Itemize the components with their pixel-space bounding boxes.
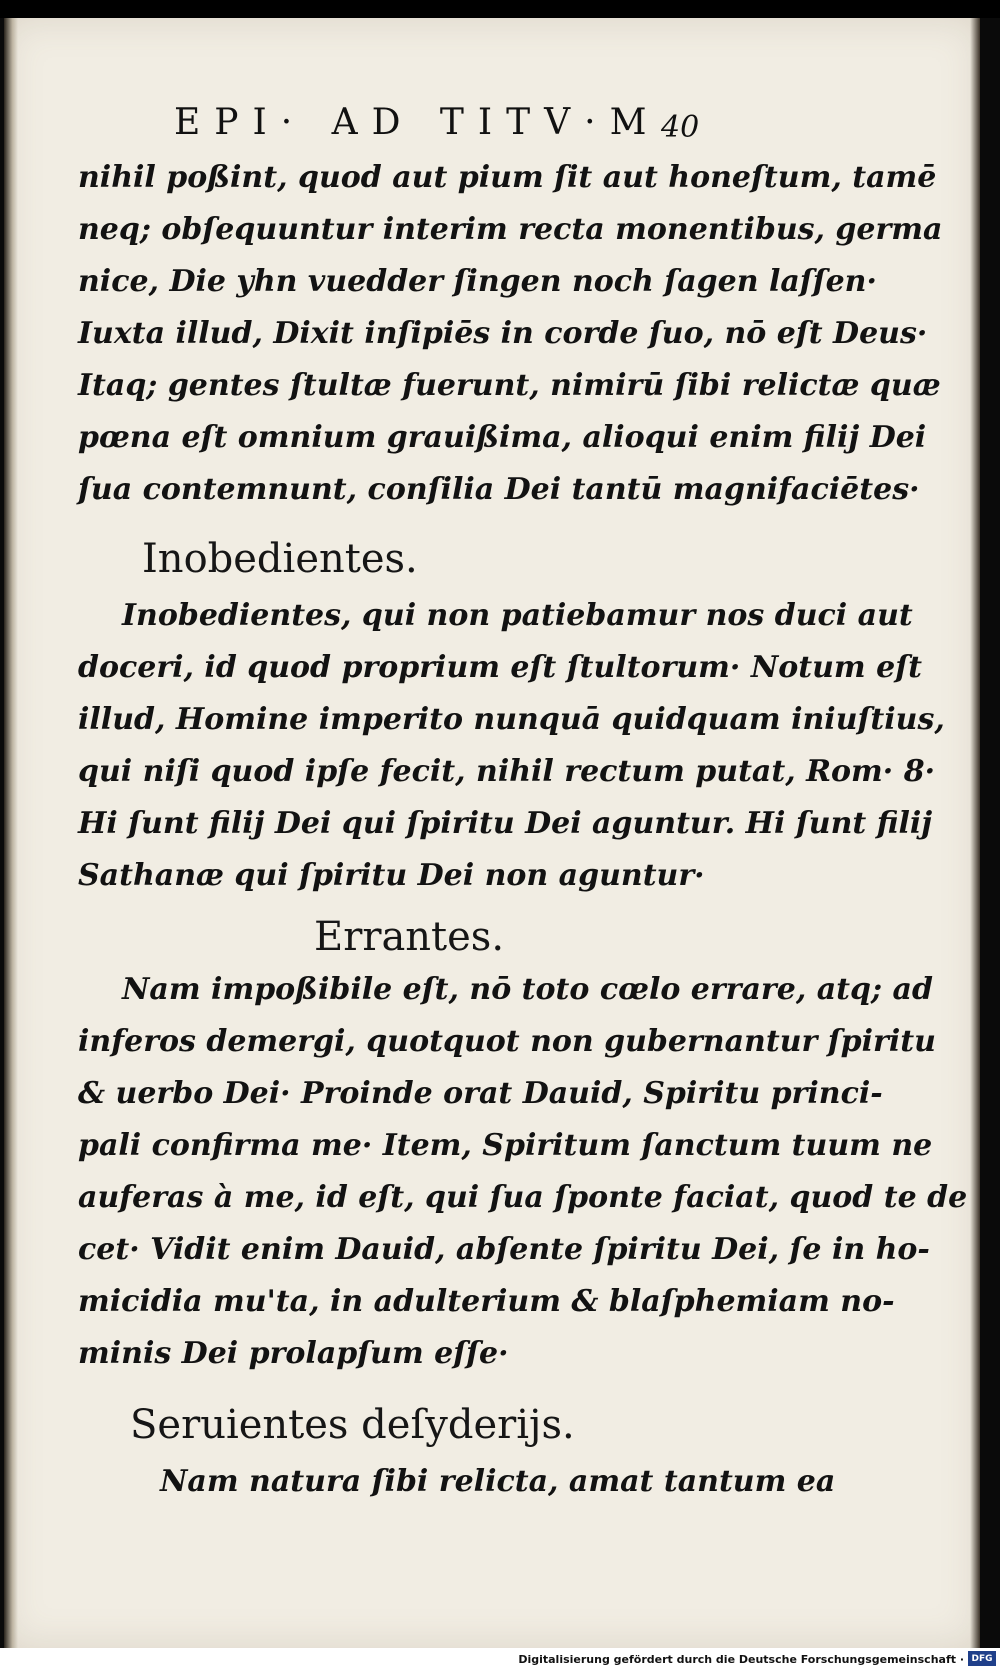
text-line: pali confirma me· Item, Spiritum ſanctum tuum ne <box>78 1128 933 1163</box>
text-line: Sathanæ qui ſpiritu Dei non aguntur· <box>78 858 705 893</box>
book-page <box>4 18 980 1648</box>
text-line: Iuxta illud, Dixit inſipiēs in corde ſuo, nō eſt Deus· <box>78 316 928 351</box>
section-heading: Seruientes deſyderijs. <box>130 1402 575 1448</box>
section-heading: Inobedientes. <box>142 536 418 582</box>
text-line: pœna eſt omnium grauißima, alioqui enim filij Dei <box>78 420 927 455</box>
text-line: doceri, id quod proprium eſt ſtultorum· Notum eſt <box>78 650 922 685</box>
text-line: minis Dei prolapſum eſſe· <box>78 1336 509 1371</box>
running-head: EPI· AD TITV·M <box>174 102 661 143</box>
text-line: Hi ſunt filij Dei qui ſpiritu Dei aguntur. Hi ſunt filij <box>78 806 933 841</box>
text-line: ſua contemnunt, conſilia Dei tantū magnifaciētes· <box>78 472 920 507</box>
text-line: illud, Homine imperito nunquā quidquam iniuſtius, <box>78 702 945 737</box>
text-line: & uerbo Dei· Proinde orat Dauid, Spiritu princi- <box>78 1076 883 1111</box>
page-number: 40 <box>661 110 700 145</box>
page-edge-shadow <box>970 18 980 1648</box>
page-spine-shadow <box>4 18 18 1648</box>
text-line: neq; obſequuntur interim recta monentibus, germa <box>78 212 943 247</box>
text-line: Nam impoßibile eſt, nō toto cœlo errare, atq; ad <box>122 972 933 1007</box>
text-line: nihil poßint, quod aut pium ſit aut honeſtum, tamē <box>78 160 937 195</box>
text-line: Itaq; gentes ſtultæ fuerunt, nimirū ſibi relictæ quæ <box>78 368 941 403</box>
section-heading: Errantes. <box>314 914 505 960</box>
scan-top-border <box>0 0 1000 18</box>
text-line: inferos demergi, quotquot non gubernantur ſpiritu <box>78 1024 936 1059</box>
text-line: qui niſi quod ipſe fecit, nihil rectum putat, Rom· 8· <box>78 754 936 789</box>
text-line: nice, Die yhn vuedder ſingen noch ſagen laſſen· <box>78 264 877 299</box>
text-line: Inobedientes, qui non patiebamur nos duci aut <box>122 598 913 633</box>
text-line: Nam natura ſibi relicta, amat tantum ea <box>160 1464 836 1499</box>
text-line: auferas à me, id eſt, qui ſua ſponte faciat, quod te de <box>78 1180 968 1215</box>
text-line: cet· Vidit enim Dauid, abſente ſpiritu Dei, ſe in ho- <box>78 1232 930 1267</box>
digitization-credit: Digitalisierung gefördert durch die Deutsche Forschungsgemeinschaft · <box>518 1653 964 1666</box>
dfg-logo: DFG <box>968 1651 996 1666</box>
text-line: micidia mu'ta, in adulterium & blaſphemiam no- <box>78 1284 895 1319</box>
